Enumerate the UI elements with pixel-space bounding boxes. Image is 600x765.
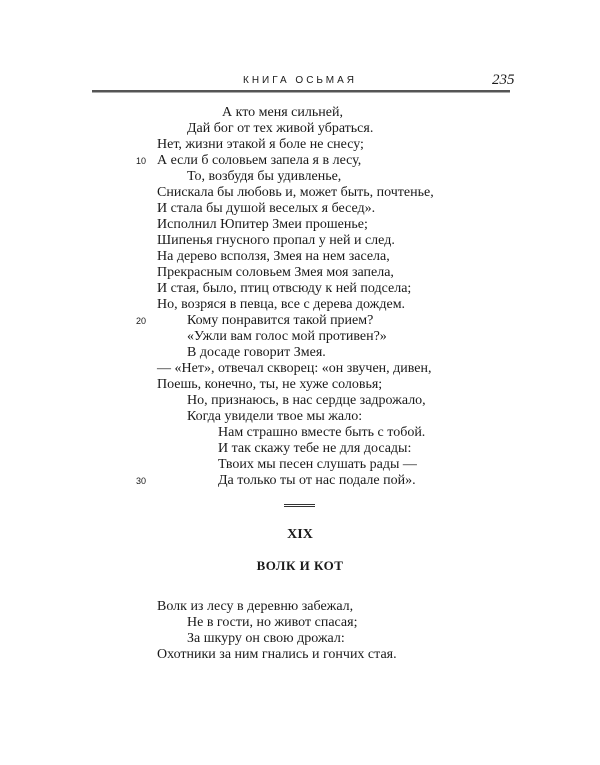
verse-line: А если б соловьем запела я в лесу,: [157, 153, 362, 168]
verse-line: Дай бог от тех живой убраться.: [187, 121, 374, 136]
header-rule: [92, 90, 510, 93]
verse-line: Охотники за ним гнались и гончих стая.: [157, 647, 397, 662]
verse-line: Нам страшно вместе быть с тобой.: [218, 425, 426, 440]
verse-line: Да только ты от нас подале пой».: [218, 473, 416, 488]
verse-line: Не в гости, но живот спасая;: [187, 615, 358, 630]
verse-line: И так скажу тебе не для досады:: [218, 441, 412, 456]
verse-line: Кому понравится такой прием?: [187, 313, 374, 328]
page-number: 235: [492, 72, 515, 88]
verse-line: И стала бы душой веселых я бесед».: [157, 201, 376, 216]
verse-line: Когда увидели твое мы жало:: [187, 409, 363, 424]
verse-line: Но, признаюсь, в нас сердце задрожало,: [187, 393, 426, 408]
verse-line: Но, возряся в певца, все с дерева дождем.: [157, 297, 406, 312]
verse-line: В досаде говорит Змея.: [187, 345, 326, 360]
fable-number: XIX: [287, 527, 313, 542]
verse-line: А кто меня сильней,: [222, 105, 343, 120]
verse-line: Волк из лесу в деревню забежал,: [157, 599, 354, 614]
verse-line: «Ужли вам голос мой противен?»: [187, 329, 387, 344]
verse-line: За шкуру он свою дрожал:: [187, 631, 345, 646]
verse-line: Шипенья гнусного пропал у ней и след.: [157, 233, 395, 248]
line-number: 30: [136, 476, 147, 486]
verse-line: То, возбудя бы удивленье,: [187, 169, 342, 184]
verse-line: Снискала бы любовь и, может быть, почтенье,: [157, 185, 434, 200]
verse-line: Нет, жизни этакой я боле не снесу;: [157, 137, 364, 152]
verse-line: На дерево всползя, Змея на нем засела,: [157, 249, 390, 264]
verse-line: И стая, было, птиц отвсюду к ней подсела;: [157, 281, 412, 296]
line-number: 20: [136, 316, 147, 326]
verse-line: — «Нет», отвечал скворец: «он звучен, дивен,: [157, 361, 432, 376]
running-head: КНИГА ОСЬМАЯ: [243, 75, 357, 86]
verse-line: Прекрасным соловьем Змея моя запела,: [157, 265, 394, 280]
line-number: 10: [136, 156, 147, 166]
verse-line: Поешь, конечно, ты, не хуже соловья;: [157, 377, 383, 392]
fable-title: ВОЛК И КОТ: [256, 558, 344, 573]
verse-line: Твоих мы песен слушать рады —: [218, 457, 417, 472]
section-ornament: [284, 504, 315, 507]
verse-line: Исполнил Юпитер Змеи прошенье;: [157, 217, 368, 232]
